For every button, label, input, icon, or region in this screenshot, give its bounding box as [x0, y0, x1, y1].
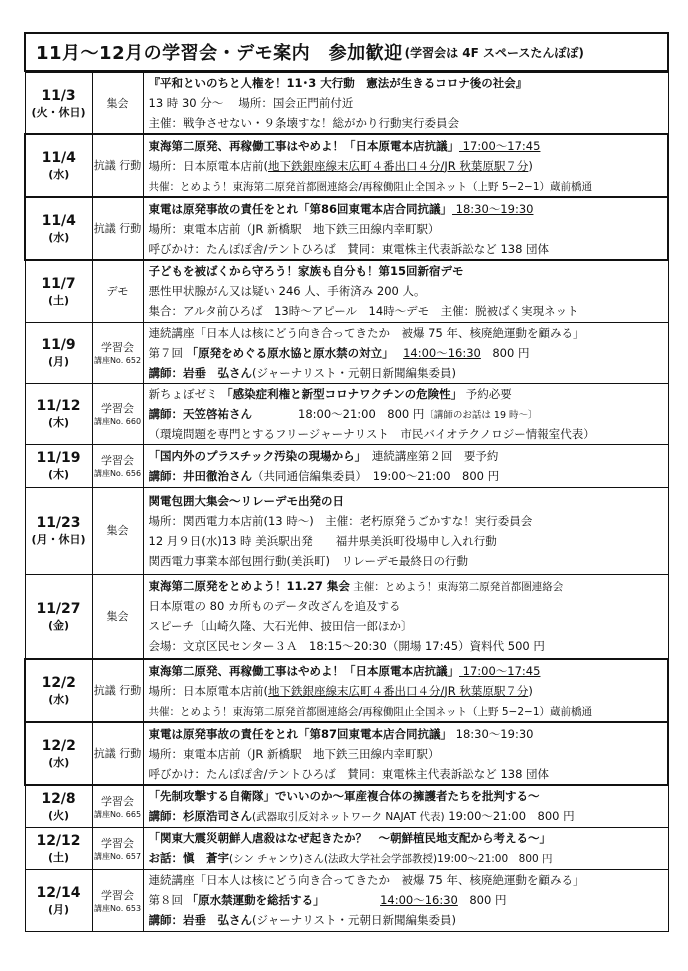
- event-type: 抗議 行動: [93, 222, 142, 235]
- event-weekday: (土): [47, 850, 70, 864]
- event-detail-line: [149, 744, 668, 764]
- event-weekday: (水): [48, 168, 70, 181]
- event-row: [25, 134, 668, 197]
- event-schedule-sheet: [24, 32, 669, 932]
- event-detail-line: [149, 281, 668, 301]
- event-detail-line: [149, 363, 668, 383]
- event-date-cell: [25, 574, 92, 659]
- event-text: 呼びかけ：たんぽぽ舎/テントひろば 賛同：東電株主代表訴訟など 138 団体: [148, 766, 550, 781]
- event-text: 800 円: [480, 345, 530, 360]
- event-text: 講師：岩垂 弘さん: [148, 365, 252, 380]
- event-text: 「国内外のプラスチック汚染の現場から」: [148, 448, 361, 463]
- event-date: 11/19: [36, 450, 81, 466]
- event-date-cell: [25, 827, 92, 869]
- event-weekday: (水): [48, 231, 70, 244]
- event-type-cell: [92, 722, 143, 785]
- event-text: [319, 893, 380, 907]
- event-type-cell: [92, 73, 143, 135]
- event-text: 東海第二原発、再稼働工事はやめよ！「日本原電本店抗議」: [148, 138, 459, 153]
- event-text: 主催：とめよう！東海第二原発首都圏連絡会: [349, 581, 564, 594]
- event-text: 連続講座「日本人は核にどう向き合ってきたか 被爆 75 年、核廃絶運動を顧みる」: [148, 873, 585, 887]
- event-date-cell: [25, 659, 92, 722]
- lecture-number: 講座No. 652: [93, 356, 142, 365]
- event-type: 学習会: [101, 794, 134, 808]
- event-text: 地下鉄銀座線末広町４番出口４分/JR 秋葉原駅７分: [268, 683, 529, 698]
- event-text: ): [528, 158, 533, 173]
- event-type-cell: [92, 659, 143, 722]
- event-type: 抗議 行動: [93, 747, 142, 760]
- event-text: (ジャーナリスト・元朝日新聞編集委員): [252, 913, 457, 927]
- event-type-cell: [92, 134, 143, 197]
- event-details-cell: [143, 574, 668, 659]
- event-detail-line: [149, 199, 668, 219]
- event-text: 講師：杉原浩司さん: [148, 809, 252, 824]
- event-text: 会場：文京区民センター３Ａ 18:15～20:30（開場 17:45）資料代 500 円: [148, 639, 545, 654]
- event-text: 13 時 30 分～ 場所：国会正門前付近: [148, 96, 354, 110]
- event-weekday: (木): [47, 416, 70, 429]
- event-text: 日本原電の 80 カ所ものデータ改ざんを追及する: [148, 599, 401, 614]
- event-text: ): [528, 683, 533, 698]
- event-text: 19:00～21:00 800 円: [444, 809, 575, 824]
- event-text: 共催：とめよう！東海第二原発首都圏連絡会/再稼働阻止全国ネット（上野 5−2−1）蔵前橋通: [148, 705, 593, 718]
- event-detail-line: [149, 261, 668, 281]
- event-detail-line: [149, 424, 668, 444]
- event-weekday: (火・休日): [31, 105, 86, 119]
- event-details-cell: [143, 659, 668, 722]
- lecture-number: 講座No. 657: [93, 851, 142, 861]
- event-date-cell: [25, 869, 92, 931]
- event-row: [25, 322, 668, 383]
- event-date-cell: [25, 383, 92, 444]
- event-text: 地下鉄銀座線末広町４番出口４分/JR 秋葉原駅７分: [268, 158, 529, 173]
- event-weekday: (水): [48, 756, 70, 769]
- lecture-number: 講座No. 665: [93, 809, 142, 819]
- event-date-cell: [25, 260, 92, 322]
- event-type-cell: [92, 444, 143, 487]
- event-detail-line: [149, 466, 668, 486]
- event-date: 12/8: [41, 790, 76, 807]
- event-type-cell: [92, 574, 143, 659]
- event-details-cell: [143, 444, 668, 487]
- event-date: 11/7: [41, 275, 76, 292]
- event-text: 第７回: [148, 345, 187, 360]
- event-detail-line: [149, 636, 668, 656]
- event-date-cell: [25, 444, 92, 487]
- event-text: 呼びかけ：たんぽぽ舎/テントひろば 賛同：東電株主代表訴訟など 138 団体: [148, 241, 550, 256]
- event-text: 「先制攻撃する自衛隊」でいいのか～軍産複合体の擁護者たちを批判する～: [148, 789, 540, 804]
- event-type: 抗議 行動: [93, 684, 142, 697]
- event-detail-line: [149, 301, 668, 321]
- event-details-cell: [143, 827, 668, 869]
- lecture-number: 講座No. 653: [93, 903, 142, 913]
- event-text: 集合：アルタ前ひろば 13時～アピール 14時～デモ 主催：脱被ばく実現ネット: [148, 304, 579, 319]
- event-details-cell: [143, 383, 668, 444]
- event-text: 共催：とめよう！東海第二原発首都圏連絡会/再稼働阻止全国ネット（上野 5−2−1）蔵前橋通: [148, 180, 593, 193]
- event-text: 東電は原発事故の責任をとれ「第86回東電本店合同抗議」: [148, 201, 453, 216]
- lecture-number: 講座No. 656: [93, 469, 142, 478]
- event-detail-line: [149, 806, 668, 826]
- event-detail-line: [149, 343, 668, 363]
- event-detail-line: [149, 176, 668, 196]
- event-detail-line: [149, 404, 668, 424]
- lecture-number: 講座No. 660: [93, 417, 142, 426]
- event-row: [25, 827, 668, 869]
- event-type: 集会: [106, 609, 129, 623]
- event-row: [25, 574, 668, 659]
- event-detail-line: [149, 616, 668, 636]
- event-text: 場所：東電本店前（JR 新橋駅 地下鉄三田線内幸町駅）: [148, 746, 440, 761]
- event-text: 子どもを被ばくから守ろう！家族も自分も！第15回新宿デモ: [148, 264, 464, 279]
- event-text: [388, 346, 403, 360]
- event-type-cell: [92, 197, 143, 260]
- event-row: [25, 73, 668, 135]
- event-date: 11/3: [41, 87, 76, 104]
- event-date: 12/2: [41, 738, 76, 754]
- event-detail-line: [149, 551, 668, 571]
- event-row: [25, 487, 668, 574]
- event-detail-line: [149, 113, 668, 133]
- event-text: (ジャーナリスト・元朝日新聞編集委員): [252, 365, 457, 380]
- event-text: 東電は原発事故の責任をとれ「第87回東電本店合同抗議」: [148, 726, 453, 741]
- event-row: [25, 785, 668, 827]
- event-text: お話：愼 蒼宇: [148, 851, 229, 865]
- event-text: 関西電力事業本部包囲行動(美浜町) リレーデモ最終日の行動: [148, 553, 468, 568]
- event-text: 予約必要: [462, 386, 512, 401]
- event-weekday: (土): [47, 293, 70, 307]
- event-detail-line: [149, 848, 668, 868]
- event-text: 主催：戦争させない・９条壊すな！総がかり行動実行委員会: [148, 116, 459, 130]
- event-text: 12 月９日(水)13 時 美浜駅出発 福井県美浜町役場申し入れ行動: [148, 533, 497, 548]
- event-date: 11/23: [36, 515, 81, 531]
- event-date-cell: [25, 487, 92, 574]
- event-text: 18:30～19:30: [452, 726, 534, 741]
- event-weekday: (月・休日): [31, 533, 86, 546]
- event-date-cell: [25, 73, 92, 135]
- event-detail-line: [149, 764, 668, 784]
- event-detail-line: [149, 701, 668, 721]
- event-date: 11/4: [41, 213, 76, 229]
- event-type: 学習会: [101, 341, 134, 354]
- event-detail-line: [149, 511, 668, 531]
- event-date: 11/9: [41, 337, 76, 353]
- event-text: 14:00～16:30: [403, 345, 481, 360]
- event-row: [25, 722, 668, 785]
- event-text: (武器取引反対ネットワーク NAJAT 代表): [252, 811, 445, 824]
- event-detail-line: [149, 491, 668, 511]
- event-text: 「原発をめぐる原水協と原水禁の対立」: [186, 345, 388, 360]
- event-detail-line: [149, 828, 668, 848]
- event-text: 第８回: [148, 893, 187, 907]
- event-text: 場所：東電本店前（JR 新橋駅 地下鉄三田線内幸町駅）: [148, 221, 440, 236]
- event-weekday: (木): [47, 468, 70, 481]
- event-details-cell: [143, 197, 668, 260]
- event-text: 講師：岩垂 弘さん: [148, 913, 252, 927]
- event-detail-line: [149, 724, 668, 744]
- event-detail-line: [149, 786, 668, 806]
- event-text: 講師：天笠啓祐さん: [148, 406, 252, 421]
- event-detail-line: [149, 596, 668, 616]
- event-text: 講師：井田徹治さん: [148, 468, 252, 483]
- event-details-cell: [143, 322, 668, 383]
- event-text: 場所：関西電力本店前(13 時～) 主催：老朽原発うごかすな！実行委員会: [148, 513, 533, 528]
- event-date-cell: [25, 722, 92, 785]
- event-date-cell: [25, 785, 92, 827]
- event-detail-line: [149, 910, 668, 930]
- event-date: 12/14: [36, 884, 81, 901]
- event-text: 800 円: [457, 893, 507, 907]
- event-text: （共同通信編集委員） 19:00～21:00 800 円: [252, 468, 500, 483]
- schedule-table: [24, 72, 669, 932]
- page-subtitle: (学習会は 4F スペースたんぽぽ): [404, 45, 584, 60]
- event-weekday: (火): [47, 808, 70, 822]
- event-type-cell: [92, 383, 143, 444]
- event-type: 学習会: [101, 836, 134, 850]
- event-detail-line: [149, 531, 668, 551]
- event-details-cell: [143, 785, 668, 827]
- event-details-cell: [143, 722, 668, 785]
- event-text: 東海第二原発をとめよう！11.27 集会: [148, 579, 350, 594]
- event-type: 集会: [106, 524, 129, 537]
- event-text: 連続講座第２回 要予約: [360, 448, 499, 463]
- event-text: スピーチ〔山崎久隆、大石光伸、披田信一郎ほか〕: [148, 619, 413, 634]
- event-detail-line: [149, 446, 668, 466]
- event-type: 抗議 行動: [93, 159, 142, 172]
- event-text: 18:00～21:00 800 円: [252, 406, 425, 421]
- event-date-cell: [25, 134, 92, 197]
- event-text: 18:30～19:30: [452, 201, 534, 216]
- event-weekday: (水): [48, 693, 70, 706]
- event-text: 17:00～17:45: [459, 663, 541, 678]
- event-details-cell: [143, 487, 668, 574]
- event-type: 集会: [106, 96, 129, 110]
- event-detail-line: [149, 219, 668, 239]
- event-text: 『平和といのちと人権を！11･3 大行動 憲法が生きるコロナ後の社会』: [148, 76, 528, 90]
- event-weekday: (月): [47, 355, 70, 368]
- event-type-cell: [92, 827, 143, 869]
- event-type-cell: [92, 260, 143, 322]
- event-type: 学習会: [101, 888, 134, 902]
- event-text: 場所：日本原電本店前(: [148, 683, 268, 698]
- event-detail-line: [149, 870, 668, 890]
- event-text: 「関東大震災朝鮮人虐殺はなぜ起きたか？ ～朝鮮植民地支配から考える～」: [148, 831, 551, 845]
- event-detail-line: [149, 661, 668, 681]
- event-date: 12/2: [41, 675, 76, 691]
- event-type-cell: [92, 322, 143, 383]
- event-type-cell: [92, 487, 143, 574]
- event-detail-line: [149, 890, 668, 910]
- event-detail-line: [149, 73, 668, 93]
- event-row: [25, 444, 668, 487]
- event-row: [25, 869, 668, 931]
- event-text: 場所：日本原電本店前(: [148, 158, 268, 173]
- event-type: 学習会: [101, 402, 134, 415]
- event-date: 12/12: [36, 832, 81, 849]
- event-type-cell: [92, 869, 143, 931]
- event-row: [25, 659, 668, 722]
- event-detail-line: [149, 136, 668, 156]
- event-text: 14:00～16:30: [380, 893, 458, 907]
- event-text: 17:00～17:45: [459, 138, 541, 153]
- event-detail-line: [149, 681, 668, 701]
- event-type-cell: [92, 785, 143, 827]
- event-text: 「感染症利権と新型コロナワクチンの危険性」: [221, 386, 463, 401]
- event-weekday: (月): [47, 902, 70, 916]
- event-date: 11/27: [36, 600, 81, 617]
- page-title: 11月～12月の学習会・デモ案内 参加歓迎: [36, 43, 403, 64]
- event-details-cell: [143, 869, 668, 931]
- event-type: デモ: [106, 284, 129, 298]
- event-text: 関電包囲大集会～リレーデモ出発の日: [148, 493, 344, 508]
- event-text: 悪性甲状腺がん又は疑い 246 人、手術済み 200 人。: [148, 284, 426, 299]
- schedule-header: [24, 32, 669, 72]
- event-detail-line: [149, 323, 668, 343]
- event-detail-line: [149, 93, 668, 113]
- event-type: 学習会: [101, 454, 134, 467]
- event-date-cell: [25, 322, 92, 383]
- event-row: [25, 197, 668, 260]
- event-text: 〔講師のお話は 19 時～〕: [424, 409, 538, 421]
- event-row: [25, 383, 668, 444]
- event-details-cell: [143, 260, 668, 322]
- event-date: 11/12: [36, 398, 81, 414]
- event-detail-line: [149, 239, 668, 259]
- event-details-cell: [143, 134, 668, 197]
- event-text: 「原水禁運動を総括する」: [186, 893, 319, 907]
- event-date: 11/4: [41, 150, 76, 166]
- event-date-cell: [25, 197, 92, 260]
- event-text: 東海第二原発、再稼働工事はやめよ！「日本原電本店抗議」: [148, 663, 459, 678]
- event-row: [25, 260, 668, 322]
- event-text: (シン チャンウ)さん(法政大学社会学部教授)19:00～21:00 800 円: [229, 853, 553, 865]
- event-detail-line: [149, 156, 668, 176]
- event-text: （環境問題を専門とするフリージャーナリスト 市民バイオテクノロジー情報室代表）: [148, 426, 595, 441]
- event-text: 新ちょぼゼミ: [148, 386, 222, 401]
- event-weekday: (金): [47, 618, 70, 632]
- event-text: 連続講座「日本人は核にどう向き合ってきたか 被爆 75 年、核廃絶運動を顧みる」: [148, 325, 585, 340]
- event-detail-line: [149, 576, 668, 596]
- event-detail-line: [149, 384, 668, 404]
- event-details-cell: [143, 73, 668, 135]
